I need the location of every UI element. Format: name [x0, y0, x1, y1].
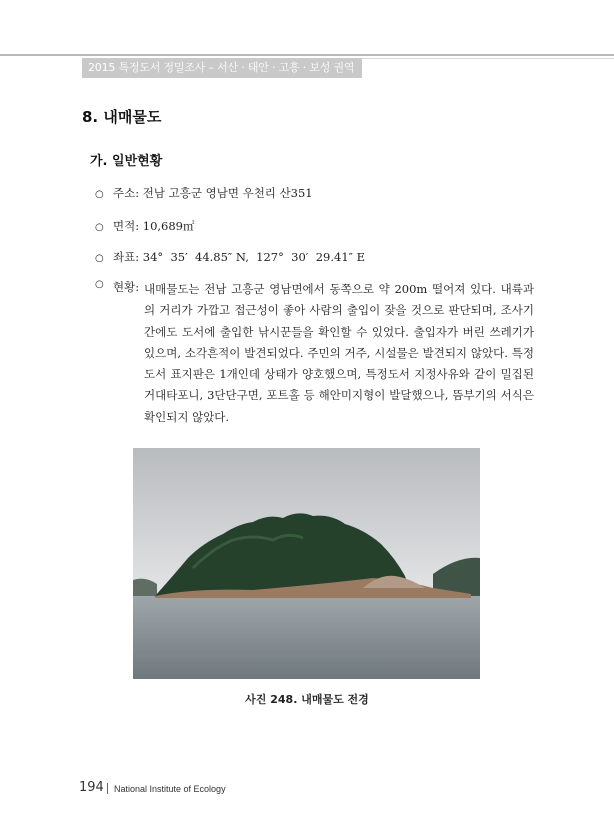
island-photo [133, 448, 480, 679]
bullet-icon: ○ [95, 279, 104, 290]
area-value: 10,689㎡ [142, 219, 195, 233]
status-text: 내매물도는 전남 고흥군 영남면에서 동쪽으로 약 200m 떨어져 있다. 내륙과의 거리가 가깝고 접근성이 좋아 사람의 출입이 잦을 것으로 판단되며, 조사기간에도 도서에 출입한 낚시꾼들을 확인할 수 있었다. 출입자가 버린 쓰레기가 있으며, 소각흔적이 발견되었다. 주민의 거주, 시설물은 발견되지 않았다. 특정도서 표지판은 1개인데 상태가 양호했으며, 특정도서 지정사유와 같이 밀집된 거대타포니, 3단단구면, 포트홀 등 해안미지형이 발달했으나, 뜸부기의 서식은 확인되지 않았다. [144, 282, 534, 424]
address-item [95, 185, 313, 201]
coords-item [95, 249, 365, 265]
subsection-title: 가. 일반현황 [90, 154, 163, 169]
header-rule [0, 54, 614, 56]
bullet-icon: ○ [95, 253, 104, 264]
page-number: 194 [79, 780, 104, 795]
footer-divider [107, 783, 108, 794]
status-label: 현황: [113, 280, 140, 294]
bullet-icon: ○ [95, 222, 104, 233]
bullet-icon: ○ [95, 189, 104, 200]
section-title: 8. 내매물도 [82, 108, 162, 126]
area-item [95, 218, 195, 234]
area-label: 면적: [113, 219, 140, 233]
header-rule-extension [362, 58, 614, 78]
photo-caption: 사진 248. 내매물도 전경 [245, 693, 369, 706]
running-header: 2015 특정도서 정밀조사 – 서산 · 태안 · 고흥 · 보성 권역 [82, 58, 362, 78]
coords-value: 34° 35′ 44.85″ N, 127° 30′ 29.41″ E [142, 250, 366, 264]
footer-organization: National Institute of Ecology [114, 784, 226, 794]
coords-label: 좌표: [113, 250, 140, 264]
address-label: 주소: [113, 186, 140, 200]
address-value: 전남 고흥군 영남면 우천리 산351 [142, 186, 313, 200]
